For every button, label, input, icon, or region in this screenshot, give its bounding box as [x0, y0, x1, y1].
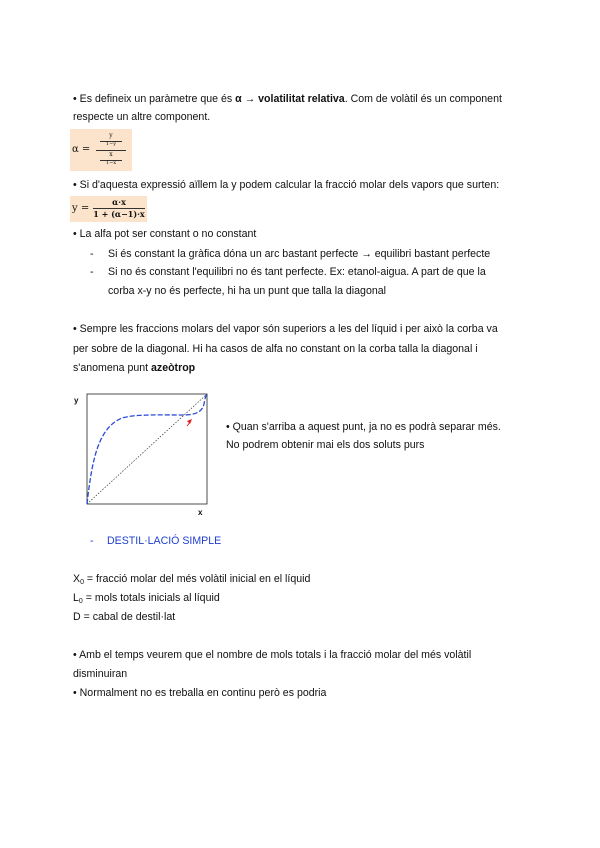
alpha-definition-line1 [73, 92, 502, 106]
graph-note-line1: • Quan s'arriba a aquest punt, ja no es podrà separar més. [226, 421, 501, 433]
formula-denominator: 1 + (α−1)·x [93, 209, 145, 219]
bold-term: α → volatilitat relativa [235, 93, 345, 105]
list-dash: - [90, 248, 94, 260]
symbol: X [73, 573, 81, 585]
text-segment: Es defineix un paràmetre que és [76, 93, 236, 105]
subscript: 0 [80, 579, 84, 586]
alpha-constant-line: • La alfa pot ser constant o no constant [73, 228, 257, 240]
heading-dash: - [90, 535, 94, 547]
bold-term: azeòtrop [151, 362, 196, 374]
alpha-formula [70, 129, 132, 171]
definition-text: = cabal de destil·lat [80, 611, 176, 623]
subscript: 0 [78, 598, 83, 605]
list-item: Si no és constant l'equilibri no és tant perfecte. Ex: etanol-aigua. A part de que la [108, 266, 486, 278]
list-dash: - [90, 266, 94, 278]
y-formula [70, 196, 147, 222]
vapor-fractions-line1: • Sempre les fraccions molars del vapor són superiors a les del líquid i per això la corba va [73, 323, 498, 335]
continuous-note: • Normalment no es treballa en continu però es podria [73, 687, 327, 699]
azeotrope-graph [70, 390, 220, 520]
definition-text: = fracció molar del més volàtil inicial en el líquid [83, 573, 311, 585]
definition-d [73, 610, 175, 624]
definition-l0 [73, 591, 220, 609]
definition-text: = mols totals inicials al líquid [82, 592, 220, 604]
formula-numerator: α·x [112, 197, 126, 207]
definition-x0 [73, 572, 310, 590]
vapor-fractions-line2: per sobre de la diagonal. Hi ha casos de alfa no constant on la corba talla la diagonal i [73, 343, 478, 355]
list-item: Si és constant la gràfica dóna un arc bastant perfecte → equilibri bastant perfecte [108, 248, 491, 260]
frac-num-bottom: 1−y [105, 141, 117, 147]
frac-den-bottom: 1−x [105, 160, 117, 166]
symbol: L [73, 592, 79, 604]
vapor-fractions-line3 [73, 361, 195, 375]
formula-lhs: y = [72, 203, 90, 214]
graph-note-line2: No podrem obtenir mai els dos soluts purs [226, 439, 425, 451]
text-segment: s'anomena punt [73, 362, 151, 374]
time-note-line1: • Amb el temps veurem que el nombre de mols totals i la fracció molar del més volàtil [73, 649, 472, 661]
diagonal-line [87, 394, 207, 504]
frac-num-top: y [109, 132, 113, 139]
symbol: D [73, 611, 81, 623]
formula-lhs: α = [72, 144, 91, 155]
time-note-line2: disminuiran [73, 668, 128, 680]
section-heading: DESTIL·LACIÓ SIMPLE [107, 535, 222, 547]
azeotrope-arrow-icon [187, 419, 192, 426]
y-axis-label: y [74, 396, 79, 405]
x-axis-label: x [198, 508, 203, 517]
list-item-continuation: corba x-y no és perfecte, hi ha un punt que talla la diagonal [108, 285, 386, 297]
bullet: • [73, 93, 77, 105]
isolate-y-line: • Si d'aquesta expressió aïllem la y podem calcular la fracció molar dels vapors que surten: [73, 179, 500, 191]
alpha-definition-line2: respecte un altre component. [73, 111, 211, 123]
text-segment: . Com de volàtil és un component [344, 93, 502, 105]
frac-den-top: x [109, 151, 113, 158]
